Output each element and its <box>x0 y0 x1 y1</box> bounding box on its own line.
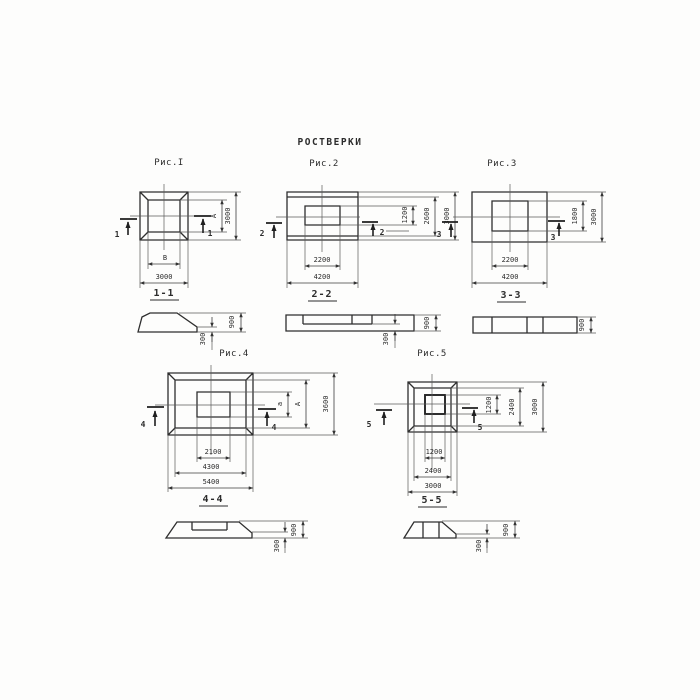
fig2-label: Рис.2 <box>309 159 339 169</box>
fig2-cut-label-left: 2 <box>259 229 265 238</box>
fig5-label: Рис.5 <box>417 349 447 359</box>
fig5-dim-mid-height: 2400 <box>508 398 516 416</box>
section5-outline <box>404 522 456 538</box>
fig4-section-title: 4-4 <box>202 494 224 505</box>
fig5-plan-outline <box>408 382 457 432</box>
fig2-centerlines <box>276 185 360 252</box>
fig4-dim-outer-width: 5400 <box>202 478 220 486</box>
section4-dim-slab: 300 <box>273 539 281 553</box>
section1-dim-slab: 300 <box>199 332 207 346</box>
figure-4 <box>141 349 338 506</box>
fig1-label: Рис.I <box>154 158 184 168</box>
fig4-cut-bars <box>147 407 276 409</box>
figure-3 <box>437 159 606 302</box>
fig5-cut-label-right: 5 <box>477 423 483 432</box>
section-4-4 <box>166 521 308 553</box>
section3-dim-total: 900 <box>578 318 586 332</box>
fig3-dim-recess-height: 1800 <box>571 207 579 225</box>
figure-5 <box>367 349 547 507</box>
fig4-dim-recess-width: 2100 <box>204 448 222 456</box>
fig3-section-title: 3-3 <box>500 290 522 301</box>
fig3-cut-label-left: 3 <box>436 230 442 239</box>
fig3-dim-outer-width: 4200 <box>501 273 519 281</box>
fig3-cut-label-right: 3 <box>550 233 556 242</box>
fig1-cut-label-right: 1 <box>207 229 213 238</box>
fig5-cut-label-left: 5 <box>366 420 372 429</box>
fig1-dim-width-outer: 3000 <box>155 273 173 281</box>
fig5-dim-recess-height: 1200 <box>485 396 493 414</box>
section4-dim-total: 900 <box>290 523 298 537</box>
fig5-dim-outer-height: 3000 <box>531 398 539 416</box>
fig2-dim-outer-width: 4200 <box>313 273 331 281</box>
fig4-dim-mid-height: А <box>294 401 302 407</box>
fig4-dim-outer-height: 3600 <box>322 395 330 413</box>
fig4-centerlines <box>155 365 265 455</box>
fig3-dim-outer-height: 3000 <box>590 208 598 226</box>
fig1-dim-height-inner: А <box>210 213 218 219</box>
fig2-dim-inner-width: 2200 <box>313 256 331 264</box>
section-1-1 <box>138 313 246 350</box>
fig2-plan-outline <box>287 192 358 240</box>
fig4-plan-outline <box>168 373 253 435</box>
section2-dim-slab: 300 <box>382 332 390 346</box>
section-3-3 <box>473 317 596 333</box>
fig1-cut-label-left: 1 <box>114 230 120 239</box>
fig1-section-title: 1-1 <box>153 288 175 299</box>
fig5-cut-bars <box>376 408 478 410</box>
fig4-dim-recess-height: а <box>276 401 284 407</box>
fig5-dim-mid-width: 2400 <box>424 467 442 475</box>
figure-1 <box>115 158 241 300</box>
section2-dim-total: 900 <box>423 316 431 330</box>
fig4-dim-mid-width: 4300 <box>202 463 220 471</box>
fig1-dim-width-inner: В <box>162 254 168 262</box>
section3-outline <box>473 317 577 333</box>
section5-dim-total: 900 <box>502 523 510 537</box>
fig4-label: Рис.4 <box>219 349 249 359</box>
section1-outline <box>138 313 197 332</box>
fig5-extension-lines <box>408 382 547 496</box>
fig5-dim-outer-width: 3000 <box>424 482 442 490</box>
fig4-cut-label-right: 4 <box>271 423 277 432</box>
fig1-dim-height-outer: 3000 <box>224 207 232 225</box>
page-title: РОСТВЕРКИ <box>297 137 363 148</box>
fig2-dim-mid-height: 2600 <box>423 207 431 225</box>
fig2-dim-outer-height: 3000 <box>443 207 451 225</box>
section4-outline <box>166 522 252 538</box>
fig5-section-title: 5-5 <box>421 495 443 506</box>
fig5-dim-recess-width: 1200 <box>425 448 443 456</box>
section1-dim-total: 900 <box>228 315 236 329</box>
section-5-5 <box>404 521 520 553</box>
fig4-cut-label-left: 4 <box>140 420 146 429</box>
fig1-cut-bars <box>120 216 211 219</box>
section5-dim-slab: 300 <box>475 539 483 553</box>
fig2-section-title: 2-2 <box>311 289 333 300</box>
fig5-column-square <box>425 395 445 414</box>
section-2-2 <box>286 314 441 348</box>
fig3-dim-inner-width: 2200 <box>501 256 519 264</box>
figure-2 <box>260 159 459 301</box>
fig3-label: Рис.3 <box>487 159 517 169</box>
fig2-dim-recess-height: 1200 <box>401 206 409 224</box>
fig2-cut-label-right: 2 <box>379 228 385 237</box>
